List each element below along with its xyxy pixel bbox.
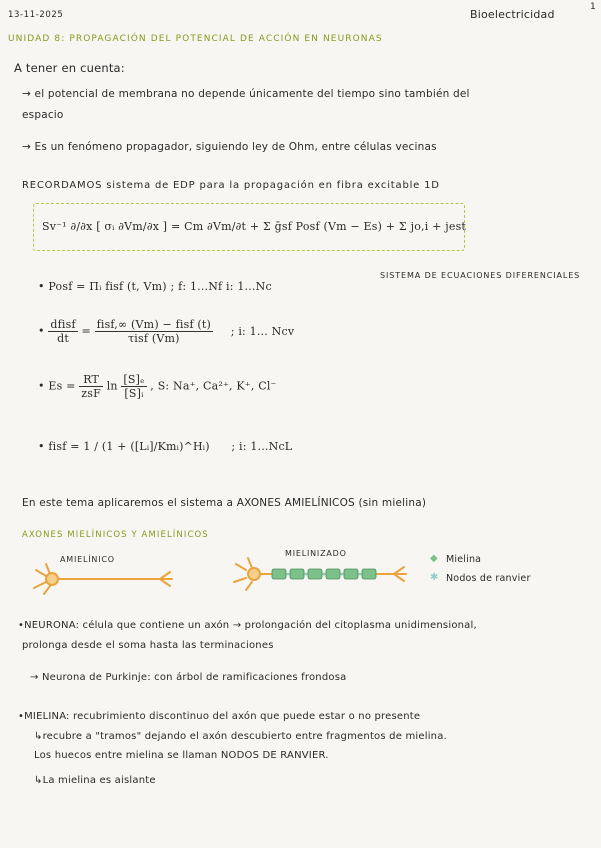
purkinje-note: → Neurona de Purkinje: con árbol de ramificaciones frondosa (30, 672, 347, 683)
axons-heading: AXONES MIELÍNICOS Y AMIELÍNICOS (22, 530, 209, 540)
gating-denominator: τisf (Vm) (128, 332, 180, 345)
equation-gating (38, 318, 294, 345)
legend-ranvier: Nodos de ranvier (446, 573, 531, 584)
unmyelinated-neuron-drawing (28, 560, 178, 600)
gating-numerator: fisf,∞ (Vm) − fisf (t) (96, 318, 212, 331)
bullet-membrane-potential: → el potencial de membrana no depende únicamente del tiempo sino también del (22, 88, 470, 100)
bullet-membrane-potential-cont: espacio (22, 109, 64, 121)
recall-line: RECORDAMOS sistema de EDP para la propagación en fibra excitable 1D (22, 180, 440, 191)
equation-posf-text: Posf = Πᵢ fisf (t, Vm) ; f: 1...Nf i: 1...Nc (48, 280, 272, 293)
equation-posf (38, 280, 272, 293)
myelin-legend-icon: ◆ (430, 553, 438, 564)
derivative-numerator: dfisf (50, 318, 76, 331)
concentration-fraction (121, 373, 146, 400)
nernst-denominator: zsF (81, 387, 101, 400)
bullet-dot: • (38, 379, 49, 393)
note-date: 13-11-2025 (8, 10, 64, 20)
nernst-lhs: Es = (48, 379, 76, 393)
neurona-definition: •NEURONA: célula que contiene un axón → prolongación del citoplasma unidimensional, (18, 620, 477, 631)
bullet-propagation: → Es un fenómeno propagador, siguiendo ley de Ohm, entre células vecinas (22, 141, 437, 153)
myelinated-neuron-drawing (232, 556, 412, 592)
gating-fraction (95, 318, 213, 345)
keep-in-mind-heading: A tener en cuenta: (14, 61, 125, 75)
legend-mielina: Mielina (446, 554, 482, 565)
subject-label: Bioelectricidad (470, 8, 555, 21)
concentration-numerator: [S]ₑ (123, 373, 145, 386)
ligand-expression: 1 / (1 + ([Lᵢ]/Kmᵢ)^Hᵢ) (83, 440, 210, 453)
equation-ligand (38, 440, 292, 453)
page-number: 1 (590, 2, 596, 12)
gating-range: ; i: 1... Ncv (230, 324, 295, 338)
mielina-ranvier: Los huecos entre mielina se llaman NODOS DE RANVIER. (34, 750, 329, 761)
page-title: UNIDAD 8: PROPAGACIÓN DEL POTENCIAL DE ACCIÓN EN NEURONAS (8, 34, 383, 44)
mielina-definition: •MIELINA: recubrimiento discontinuo del axón que puede estar o no presente (18, 711, 421, 722)
derivative-fraction (48, 318, 77, 345)
ligand-lhs: fisf = (48, 440, 80, 453)
mielina-insulator: ↳La mielina es aislante (34, 775, 156, 786)
mielinizado-label: MIELINIZADO (285, 549, 347, 558)
main-equation: Sv⁻¹ ∂/∂x [ σᵢ ∂Vm/∂x ] = Cm ∂Vm/∂t + Σ ḡsf Posf (Vm − Es) + Σ jo,i + jest (42, 220, 467, 233)
derivative-denominator: dt (57, 332, 69, 345)
nernst-numerator: RT (79, 373, 103, 387)
bullet-dot: • (38, 280, 49, 293)
bullet-dot: • (38, 440, 49, 453)
nernst-fraction (79, 373, 103, 400)
nernst-ln: ln (106, 379, 118, 393)
concentration-denominator: [S]ᵢ (124, 387, 144, 400)
bullet-dot: • (38, 324, 49, 338)
ranvier-legend-icon: ✱ (430, 572, 439, 583)
equals-sign: = (81, 324, 95, 338)
equation-nernst (38, 373, 277, 400)
neurona-definition-cont: prolonga desde el soma hasta las terminaciones (22, 640, 274, 651)
amielinico-label: AMIELÍNICO (60, 555, 115, 564)
system-label: SISTEMA DE ECUACIONES DIFERENCIALES (380, 271, 581, 280)
mielina-detail: ↳recubre a "tramos" dejando el axón descubierto entre fragmentos de mielina. (34, 731, 447, 742)
ligand-range: ; i: 1...NcL (231, 440, 293, 453)
apply-text: En este tema aplicaremos el sistema a AXONES AMIELÍNICOS (sin mielina) (22, 497, 427, 509)
nernst-range: , S: Na⁺, Ca²⁺, K⁺, Cl⁻ (150, 379, 277, 393)
